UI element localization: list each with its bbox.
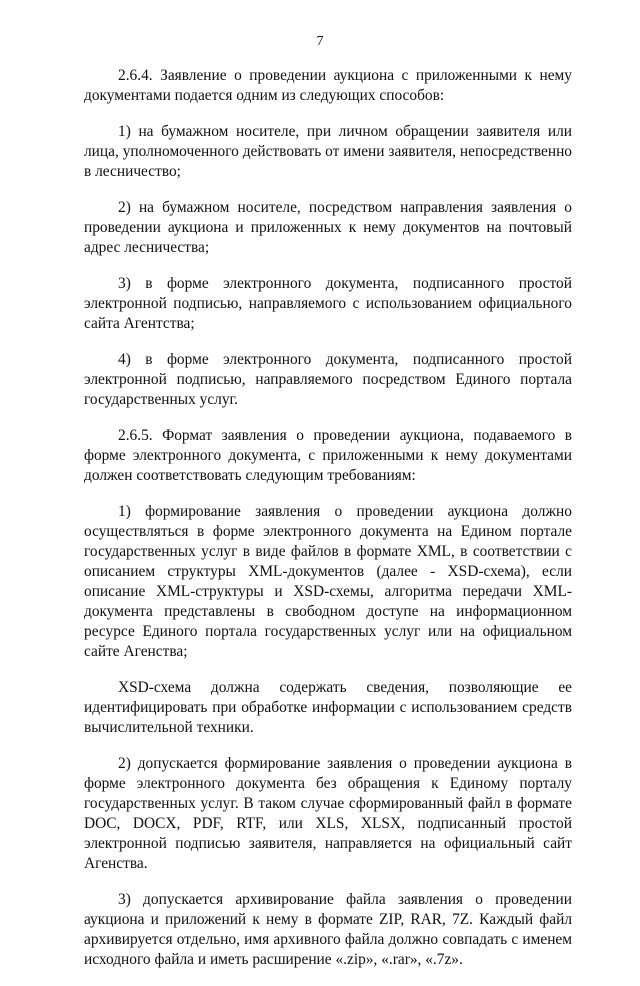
list-item-electronic-gosuslugi: 4) в форме электронного документа, подписанного простой электронной подписью, направляемого посредством Единого портала государственных услуг. (84, 351, 572, 408)
paragraph-xsd-schema: XSD-схема должна содержать сведения, позволяющие ее идентифицировать при обработке информации с использованием средств вычислительной техники. (84, 679, 572, 736)
list-item-xml-format: 1) формирование заявления о проведении аукциона должно осуществляться в форме электронного документа на Едином портале государственных услуг в виде файлов в формате XML, в соответствии с описанием структуры XML-документов (далее - XSD-схема), если описание XML-структуры и XSD-схемы, алгоритма передачи XML-документа представлены в свободном доступе на информационном ресурсе Единого портала государственных услуг или на официальном сайте Агенства; (84, 503, 572, 660)
paragraph-2-6-4: 2.6.4. Заявление о проведении аукциона с приложенными к нему документами подается одним из следующих способов: (84, 67, 572, 104)
paragraph-2-6-5: 2.6.5. Формат заявления о проведении аукциона, подаваемого в форме электронного документа, с приложенными к нему документами должен соответствовать следующим требованиям: (84, 427, 572, 484)
list-item-paper-in-person: 1) на бумажном носителе, при личном обращении заявителя или лица, уполномоченного действовать от имени заявителя, непосредственно в лесничество; (84, 123, 572, 180)
list-item-archiving: 3) допускается архивирование файла заявления о проведении аукциона и приложений к нему в формате ZIP, RAR, 7Z. Каждый файл архивируется отдельно, имя архивного файла должно совпадать с именем исходного файла и иметь расширение «.zip», «.rar», «.7z». (84, 891, 572, 968)
list-item-document-formats: 2) допускается формирование заявления о проведении аукциона в форме электронного документа без обращения к Единому порталу государственных услуг. В таком случае сформированный файл в формате DOC, DOCX, PDF, RTF, или XLS, XLSX, подписанный простой электронной подписью заявителя, направляется на официальный сайт Агенства. (84, 755, 572, 872)
page-number: 7 (316, 34, 324, 49)
list-item-paper-by-mail: 2) на бумажном носителе, посредством направления заявления о проведении аукциона и приложенных к нему документов на почтовый адрес лесничества; (84, 199, 572, 256)
document-body (84, 66, 572, 986)
list-item-electronic-agency-site: 3) в форме электронного документа, подписанного простой электронной подписью, направляемого с использованием официального сайта Агентства; (84, 275, 572, 332)
